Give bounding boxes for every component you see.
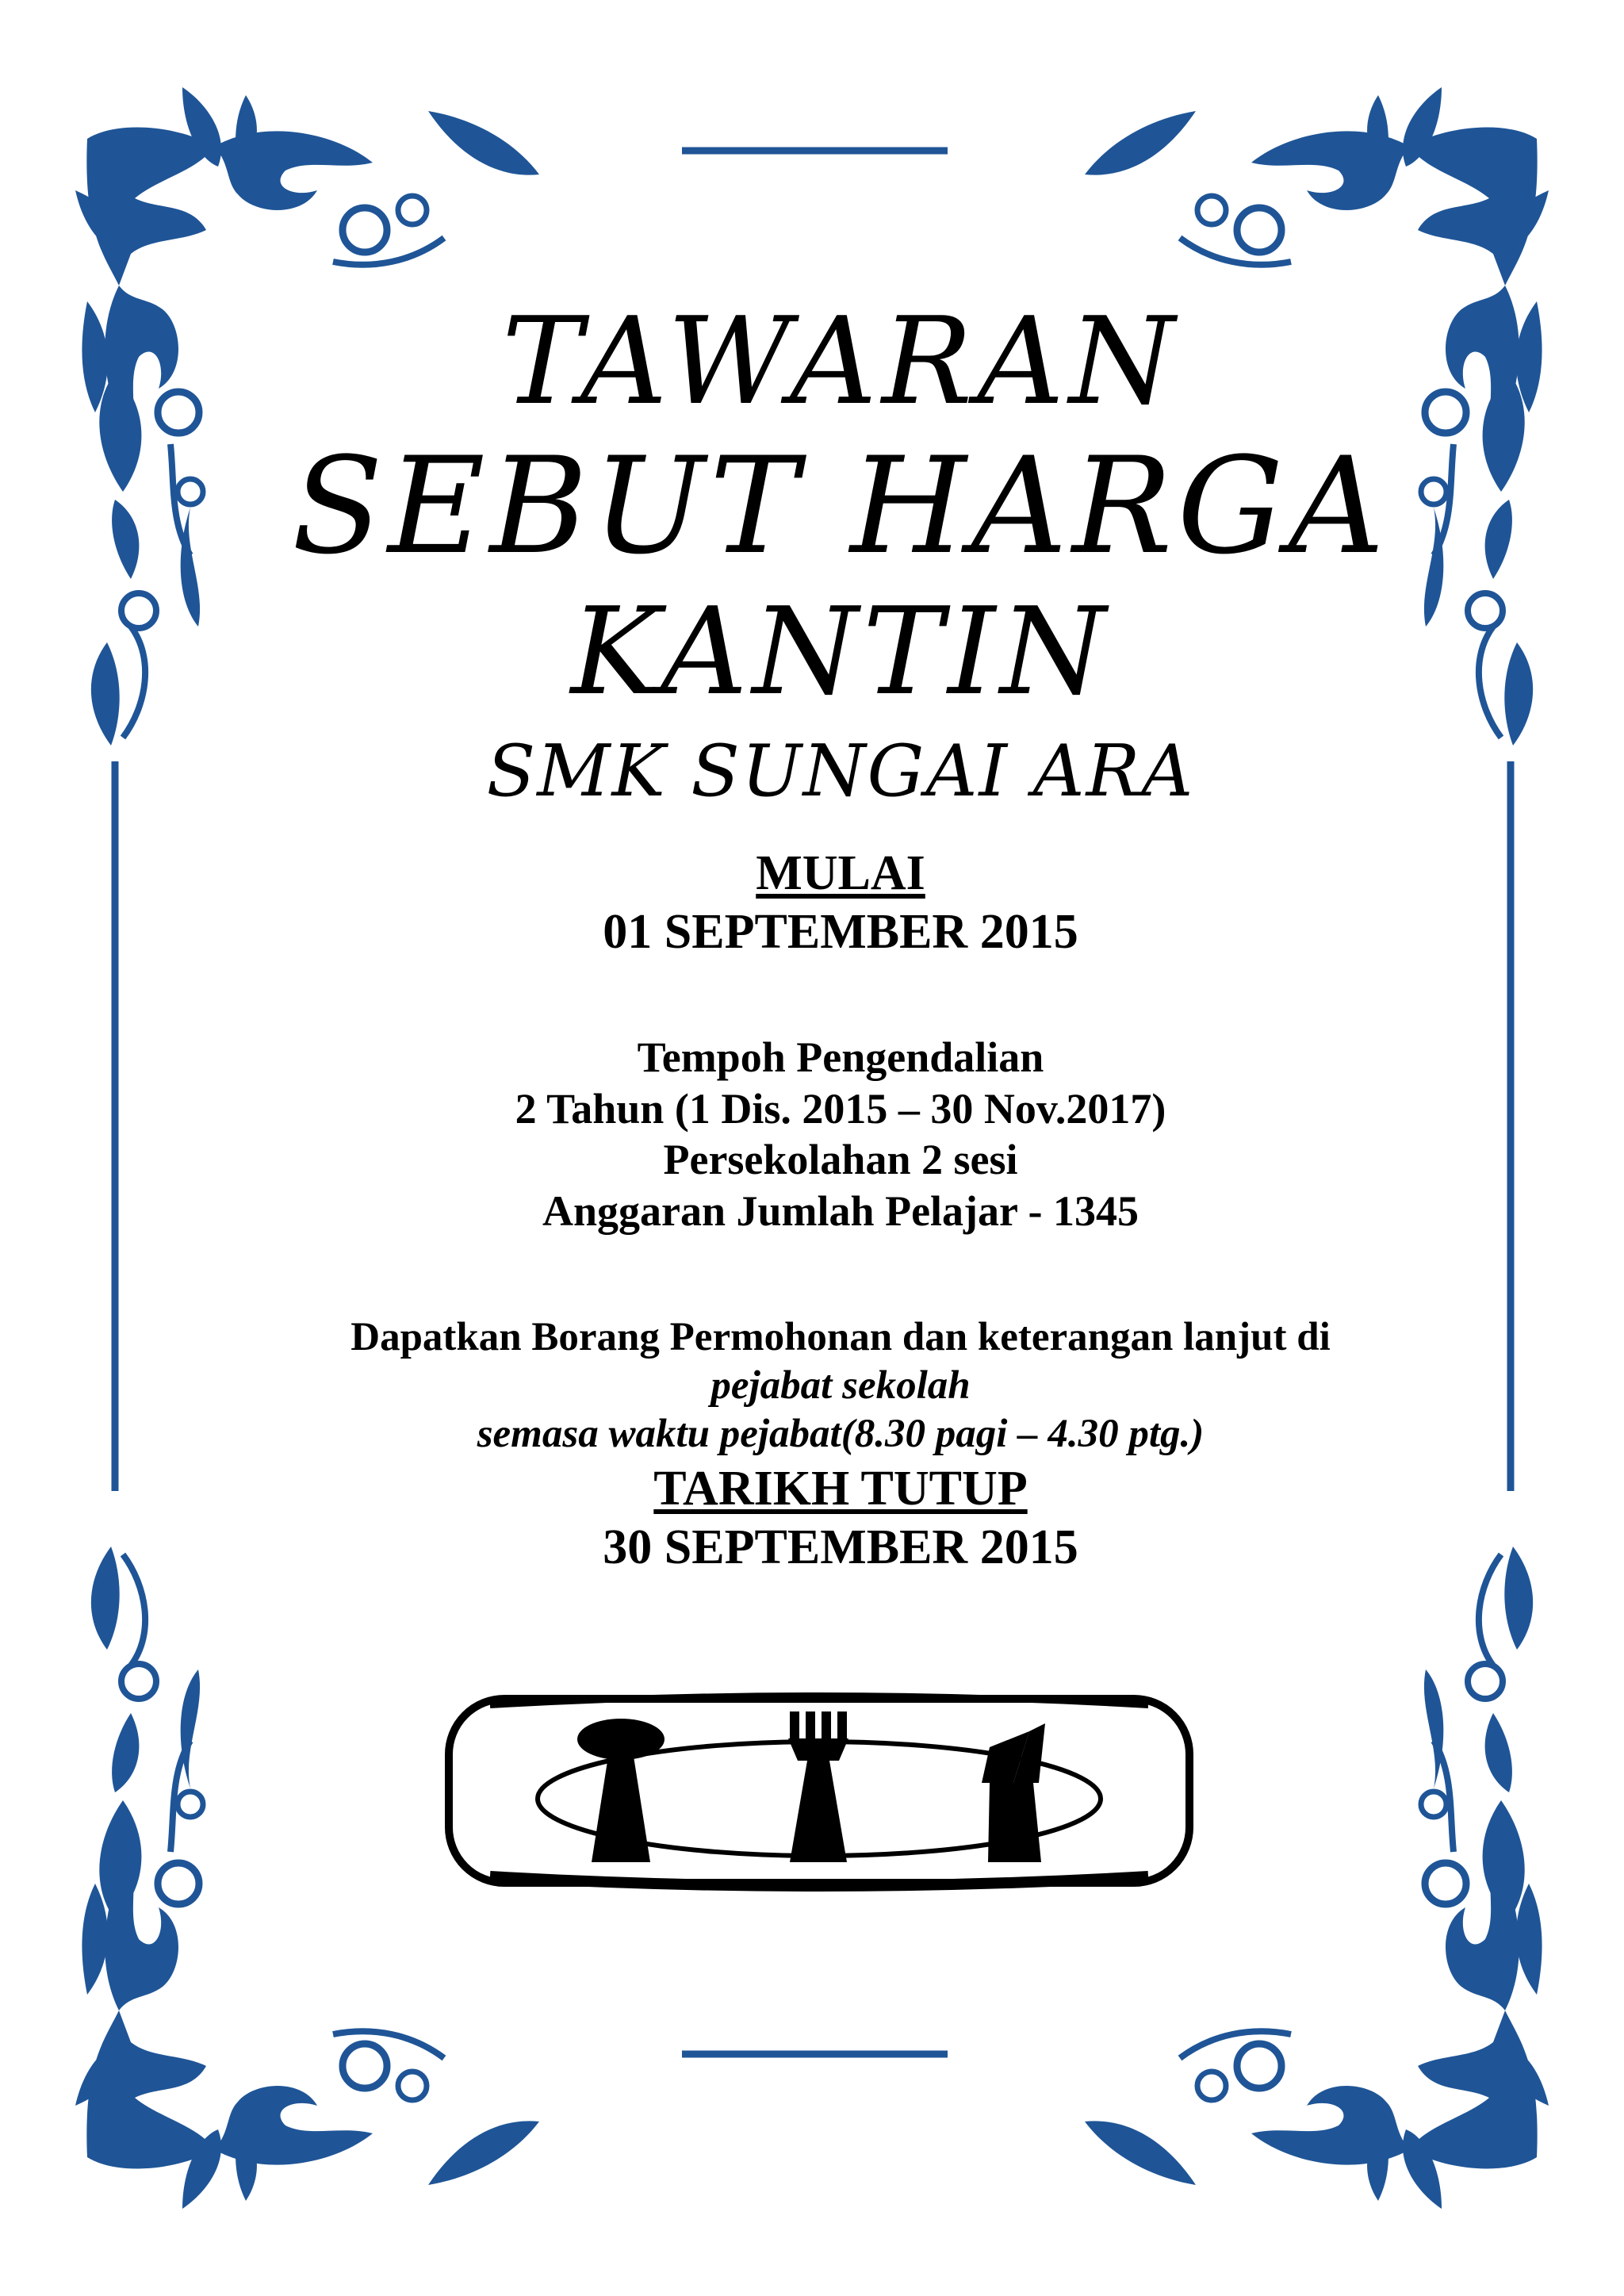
pelajar-text: Anggaran Jumlah Pelajar - 1345: [542, 1187, 1139, 1236]
closing-date: 30 SEPTEMBER 2015: [603, 1520, 1078, 1574]
title-kantin: KANTIN: [570, 581, 1111, 722]
title-tawaran: TAWARAN: [501, 291, 1180, 431]
sesi-text: Persekolahan 2 sesi: [663, 1136, 1018, 1184]
school-name: SMK SUNGAI ARA: [486, 730, 1195, 813]
info-line1: Dapatkan Borang Permohonan dan keterangan lanjut di: [350, 1314, 1331, 1359]
info-line2: pejabat sekolah: [710, 1363, 971, 1409]
start-date: 01 SEPTEMBER 2015: [603, 905, 1078, 960]
closing-label: TARIKH TUTUP: [653, 1461, 1028, 1516]
cutlery-plate-icon: [442, 1688, 1196, 1894]
tempoh-value: 2 Tahun (1 Dis. 2015 – 30 Nov.2017): [515, 1084, 1166, 1133]
tempoh-label: Tempoh Pengendalian: [637, 1033, 1044, 1081]
info-line3: semasa waktu pejabat(8.30 pagi – 4.30 ptg.): [477, 1412, 1205, 1457]
notice-content: [190, 291, 1491, 1577]
start-label: MULAI: [756, 846, 925, 900]
title-sebut-harga: SEBUT HARGA: [291, 428, 1390, 584]
